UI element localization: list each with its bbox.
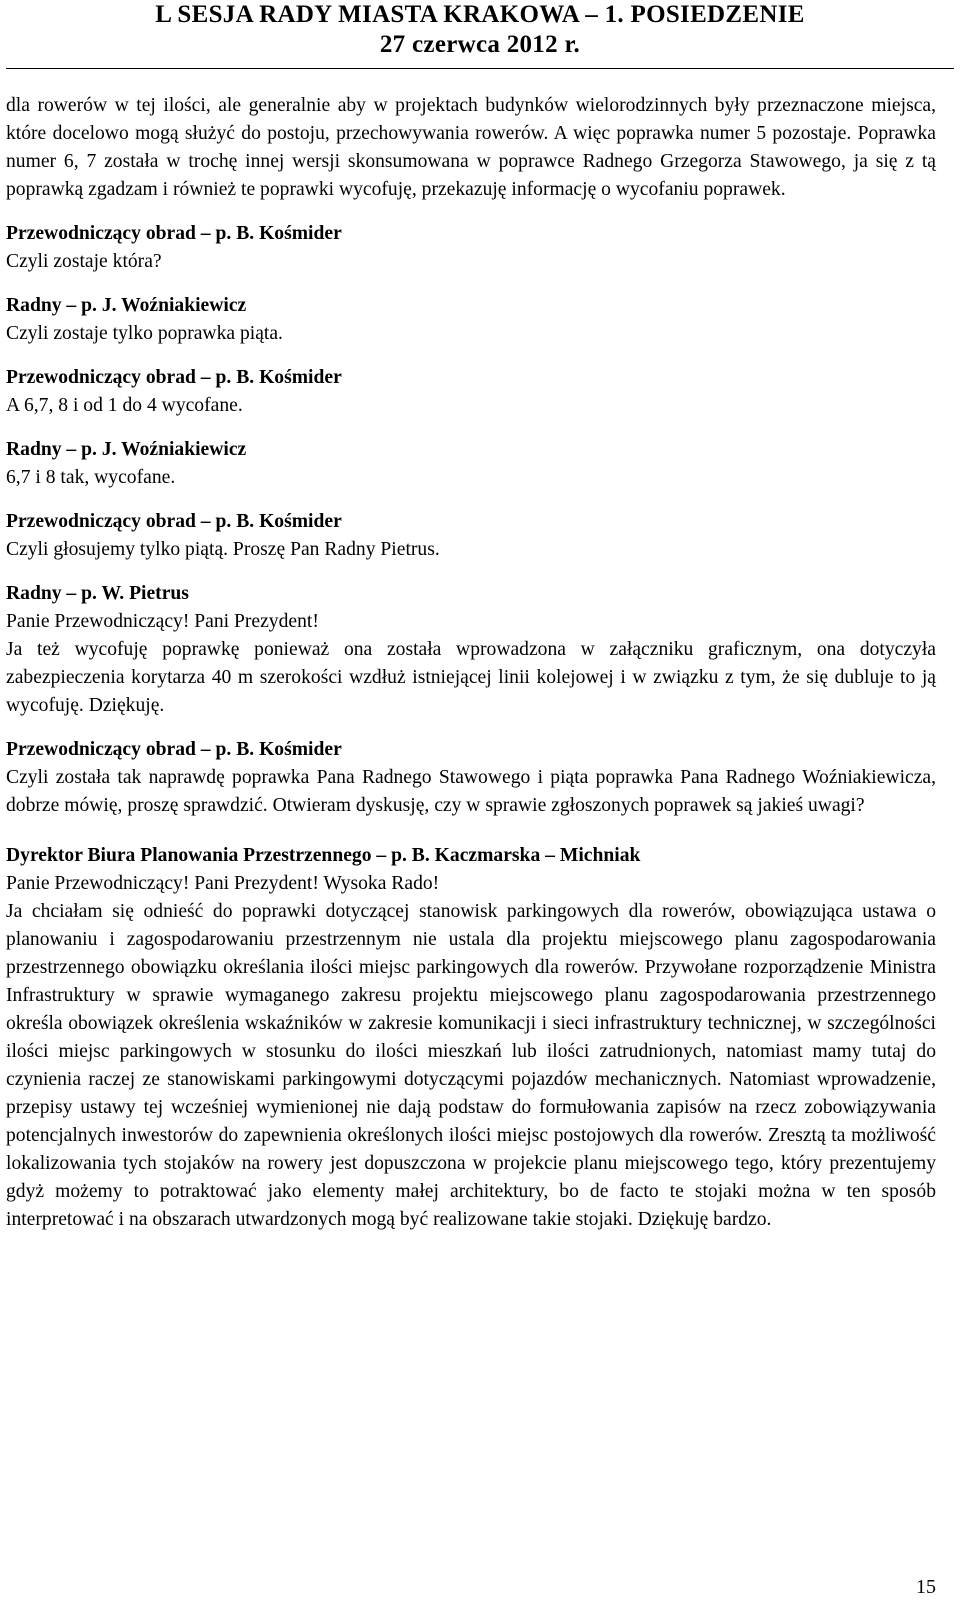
header-session-title: L SESJA RADY MIASTA KRAKOWA – 1. POSIEDZENIE bbox=[155, 1, 805, 28]
speaker-name: Przewodniczący obrad – p. B. Kośmider bbox=[6, 223, 342, 244]
paragraph: Czyli została tak naprawdę poprawka Pana Radnego Stawowego i piąta poprawka Pana Radnego Woźniakiewicza, dobrze mówię, proszę sprawdzić. Otwieram dyskusję, czy w sprawie zgłoszonych poprawek są jakieś uwagi? bbox=[6, 767, 936, 816]
paragraph: Ja też wycofuję poprawkę ponieważ ona została wprowadzona w załączniku graficznym, ona dotyczyła zabezpieczenia korytarza 40 m szerokości wzdłuż istniejącej linii kolejowej i w związku z tym, że się dubluje to ją wycofuję. Dziękuję. bbox=[6, 639, 936, 716]
paragraph: Czyli zostaje która? bbox=[6, 251, 162, 272]
transcript-block bbox=[6, 292, 936, 348]
transcript-block bbox=[6, 842, 936, 1234]
paragraph: A 6,7, 8 i od 1 do 4 wycofane. bbox=[6, 395, 243, 416]
transcript-block bbox=[6, 508, 936, 564]
speaker-name: Przewodniczący obrad – p. B. Kośmider bbox=[6, 367, 342, 388]
speaker-name: Dyrektor Biura Planowania Przestrzennego – p. B. Kaczmarska – Michniak bbox=[6, 845, 641, 866]
paragraph: 6,7 i 8 tak, wycofane. bbox=[6, 467, 176, 488]
transcript-body bbox=[6, 92, 936, 1234]
speaker-name: Radny – p. J. Woźniakiewicz bbox=[6, 295, 247, 316]
header-date: 27 czerwca 2012 r. bbox=[379, 31, 581, 58]
paragraph: Czyli zostaje tylko poprawka piąta. bbox=[6, 323, 283, 344]
paragraph: dla rowerów w tej ilości, ale generalnie aby w projektach budynków wielorodzinnych były przeznaczone miejsca, które docelowo mogą służyć do postoju, przechowywania rowerów. A więc poprawka numer 5 pozostaje. Poprawka numer 6, 7 została w trochę innej wersji skonsumowana w poprawce Radnego Grzegorza Stawowego, ja się z tą poprawką zgadzam i również te poprawki wycofuję, przekazuję informację o wycofaniu poprawek. bbox=[6, 95, 936, 200]
speaker-name: Przewodniczący obrad – p. B. Kośmider bbox=[6, 739, 342, 760]
paragraph: Ja chciałam się odnieść do poprawki dotyczącej stanowisk parkingowych dla rowerów, obowiązująca ustawa o planowaniu i zagospodarowaniu przestrzennym nie ustala dla projektu miejscowego planu zagospodarowania przestrzennego obowiązku określania ilości miejsc parkingowych dla rowerów. Przywołane rozporządzenie Ministra Infrastruktury w sprawie wymaganego zakresu projektu miejscowego planu zagospodarowania przestrzennego określa obowiązek określenia wskaźników w zakresie komunikacji i sieci infrastruktury technicznej, w szczególności ilości miejsc parkingowych w stosunku do ilości mieszkań lub ilości zatrudnionych, natomiast mamy tutaj do czynienia raczej ze stanowiskami parkingowymi dotyczącymi pojazdów mechanicznych. Natomiast wprowadzenie, przepisy ustawy tej wcześniej wymienionej nie dają podstaw do formułowania zapisów na rzecz zobowiązywania potencjalnych inwestorów do zapewnienia określonych ilości miejsc postojowych dla rowerów. Zresztą ta możliwość lokalizowania tych stojaków na rowery jest dopuszczona w projekcie planu miejscowego tego, który prezentujemy gdyż możemy to potraktować jako elementy małej architektury, bo de facto te stojaki można w ten sposób interpretować i na obszarach utwardzonych mogą być realizowane takie stojaki. Dziękuję bardzo. bbox=[6, 901, 936, 1230]
speaker-name: Przewodniczący obrad – p. B. Kośmider bbox=[6, 511, 342, 532]
greeting-line: Panie Przewodniczący! Pani Prezydent! bbox=[6, 611, 319, 632]
speaker-name: Radny – p. W. Pietrus bbox=[6, 583, 189, 604]
transcript-block bbox=[6, 364, 936, 420]
greeting-line: Panie Przewodniczący! Pani Prezydent! Wysoka Rado! bbox=[6, 873, 440, 894]
transcript-block bbox=[6, 580, 936, 720]
transcript-block bbox=[6, 92, 936, 204]
transcript-block bbox=[6, 220, 936, 276]
page-number: 15 bbox=[916, 1576, 936, 1598]
page-header bbox=[0, 0, 960, 60]
transcript-block bbox=[6, 436, 936, 492]
speaker-name: Radny – p. J. Woźniakiewicz bbox=[6, 439, 247, 460]
transcript-block bbox=[6, 736, 936, 820]
header-divider bbox=[6, 68, 954, 69]
paragraph: Czyli głosujemy tylko piątą. Proszę Pan Radny Pietrus. bbox=[6, 539, 440, 560]
